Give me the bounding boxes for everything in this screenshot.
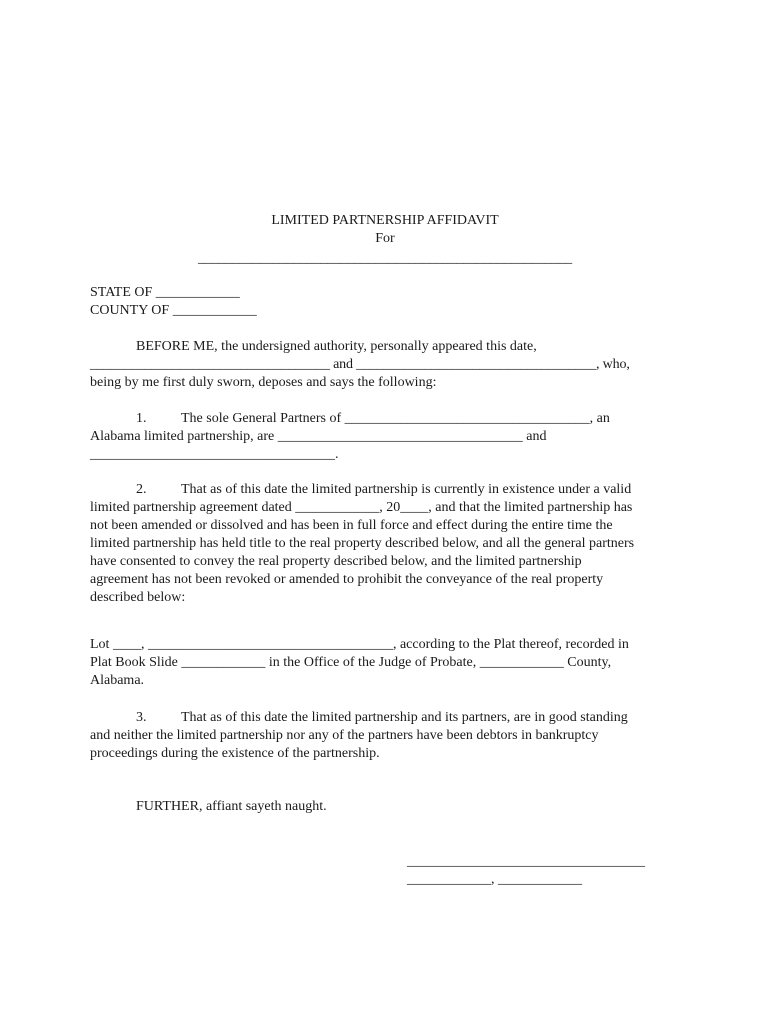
para3-line-3: proceedings during the existence of the partnership. — [90, 746, 380, 761]
para2-line-6: agreement has not been revoked or amended to prohibit the conveyance of the real property — [90, 572, 604, 587]
state-of-line: STATE OF ____________ — [90, 285, 240, 300]
for-blank-line: _______________________________________________________ — [197, 251, 572, 266]
para2-line-4: limited partnership has held title to the real property described below, and all the general partners — [90, 536, 635, 551]
lot-line-1: Lot ____, ___________________________________, according to the Plat thereof, recorded in — [90, 637, 629, 652]
document-title: LIMITED PARTNERSHIP AFFIDAVIT — [271, 213, 499, 228]
before-me-line-2: ___________________________________ and ___________________________________, who, — [90, 357, 630, 372]
para2-line-2: limited partnership agreement dated ____________, 20____, and that the limited partnership has — [90, 500, 633, 515]
para2-line-5: have consented to convey the real property described below, and the limited partnership — [90, 554, 582, 569]
lot-line-2: Plat Book Slide ____________ in the Office of the Judge of Probate, ____________ County, — [90, 655, 612, 670]
para1-line-1: The sole General Partners of ___________________________________, an — [181, 411, 610, 426]
para1-line-3: ___________________________________. — [90, 447, 339, 462]
para3-line-2: and neither the limited partnership nor any of the partners have been debtors in bankruptcy — [90, 728, 599, 743]
para1-number: 1. — [136, 411, 147, 426]
county-of-line: COUNTY OF ____________ — [90, 303, 257, 318]
document-subtitle: For — [375, 231, 395, 246]
signature-sub-line: ____________, ____________ — [407, 872, 582, 887]
para2-line-7: described below: — [90, 590, 186, 605]
para3-line-1: That as of this date the limited partnership and its partners, are in good standing — [181, 710, 628, 725]
before-me-line-1: BEFORE ME, the undersigned authority, personally appeared this date, — [136, 339, 537, 354]
lot-line-3: Alabama. — [90, 673, 145, 688]
further-statement: FURTHER, affiant sayeth naught. — [136, 799, 327, 814]
para3-number: 3. — [136, 710, 147, 725]
para2-number: 2. — [136, 482, 147, 497]
para2-line-1: That as of this date the limited partnership is currently in existence under a valid — [181, 482, 632, 497]
para1-line-2: Alabama limited partnership, are ___________________________________ and — [90, 429, 547, 444]
para2-line-3: not been amended or dissolved and has been in full force and effect during the entire time the — [90, 518, 613, 533]
signature-line: __________________________________ — [407, 854, 645, 869]
before-me-line-3: being by me first duly sworn, deposes and says the following: — [90, 375, 437, 390]
